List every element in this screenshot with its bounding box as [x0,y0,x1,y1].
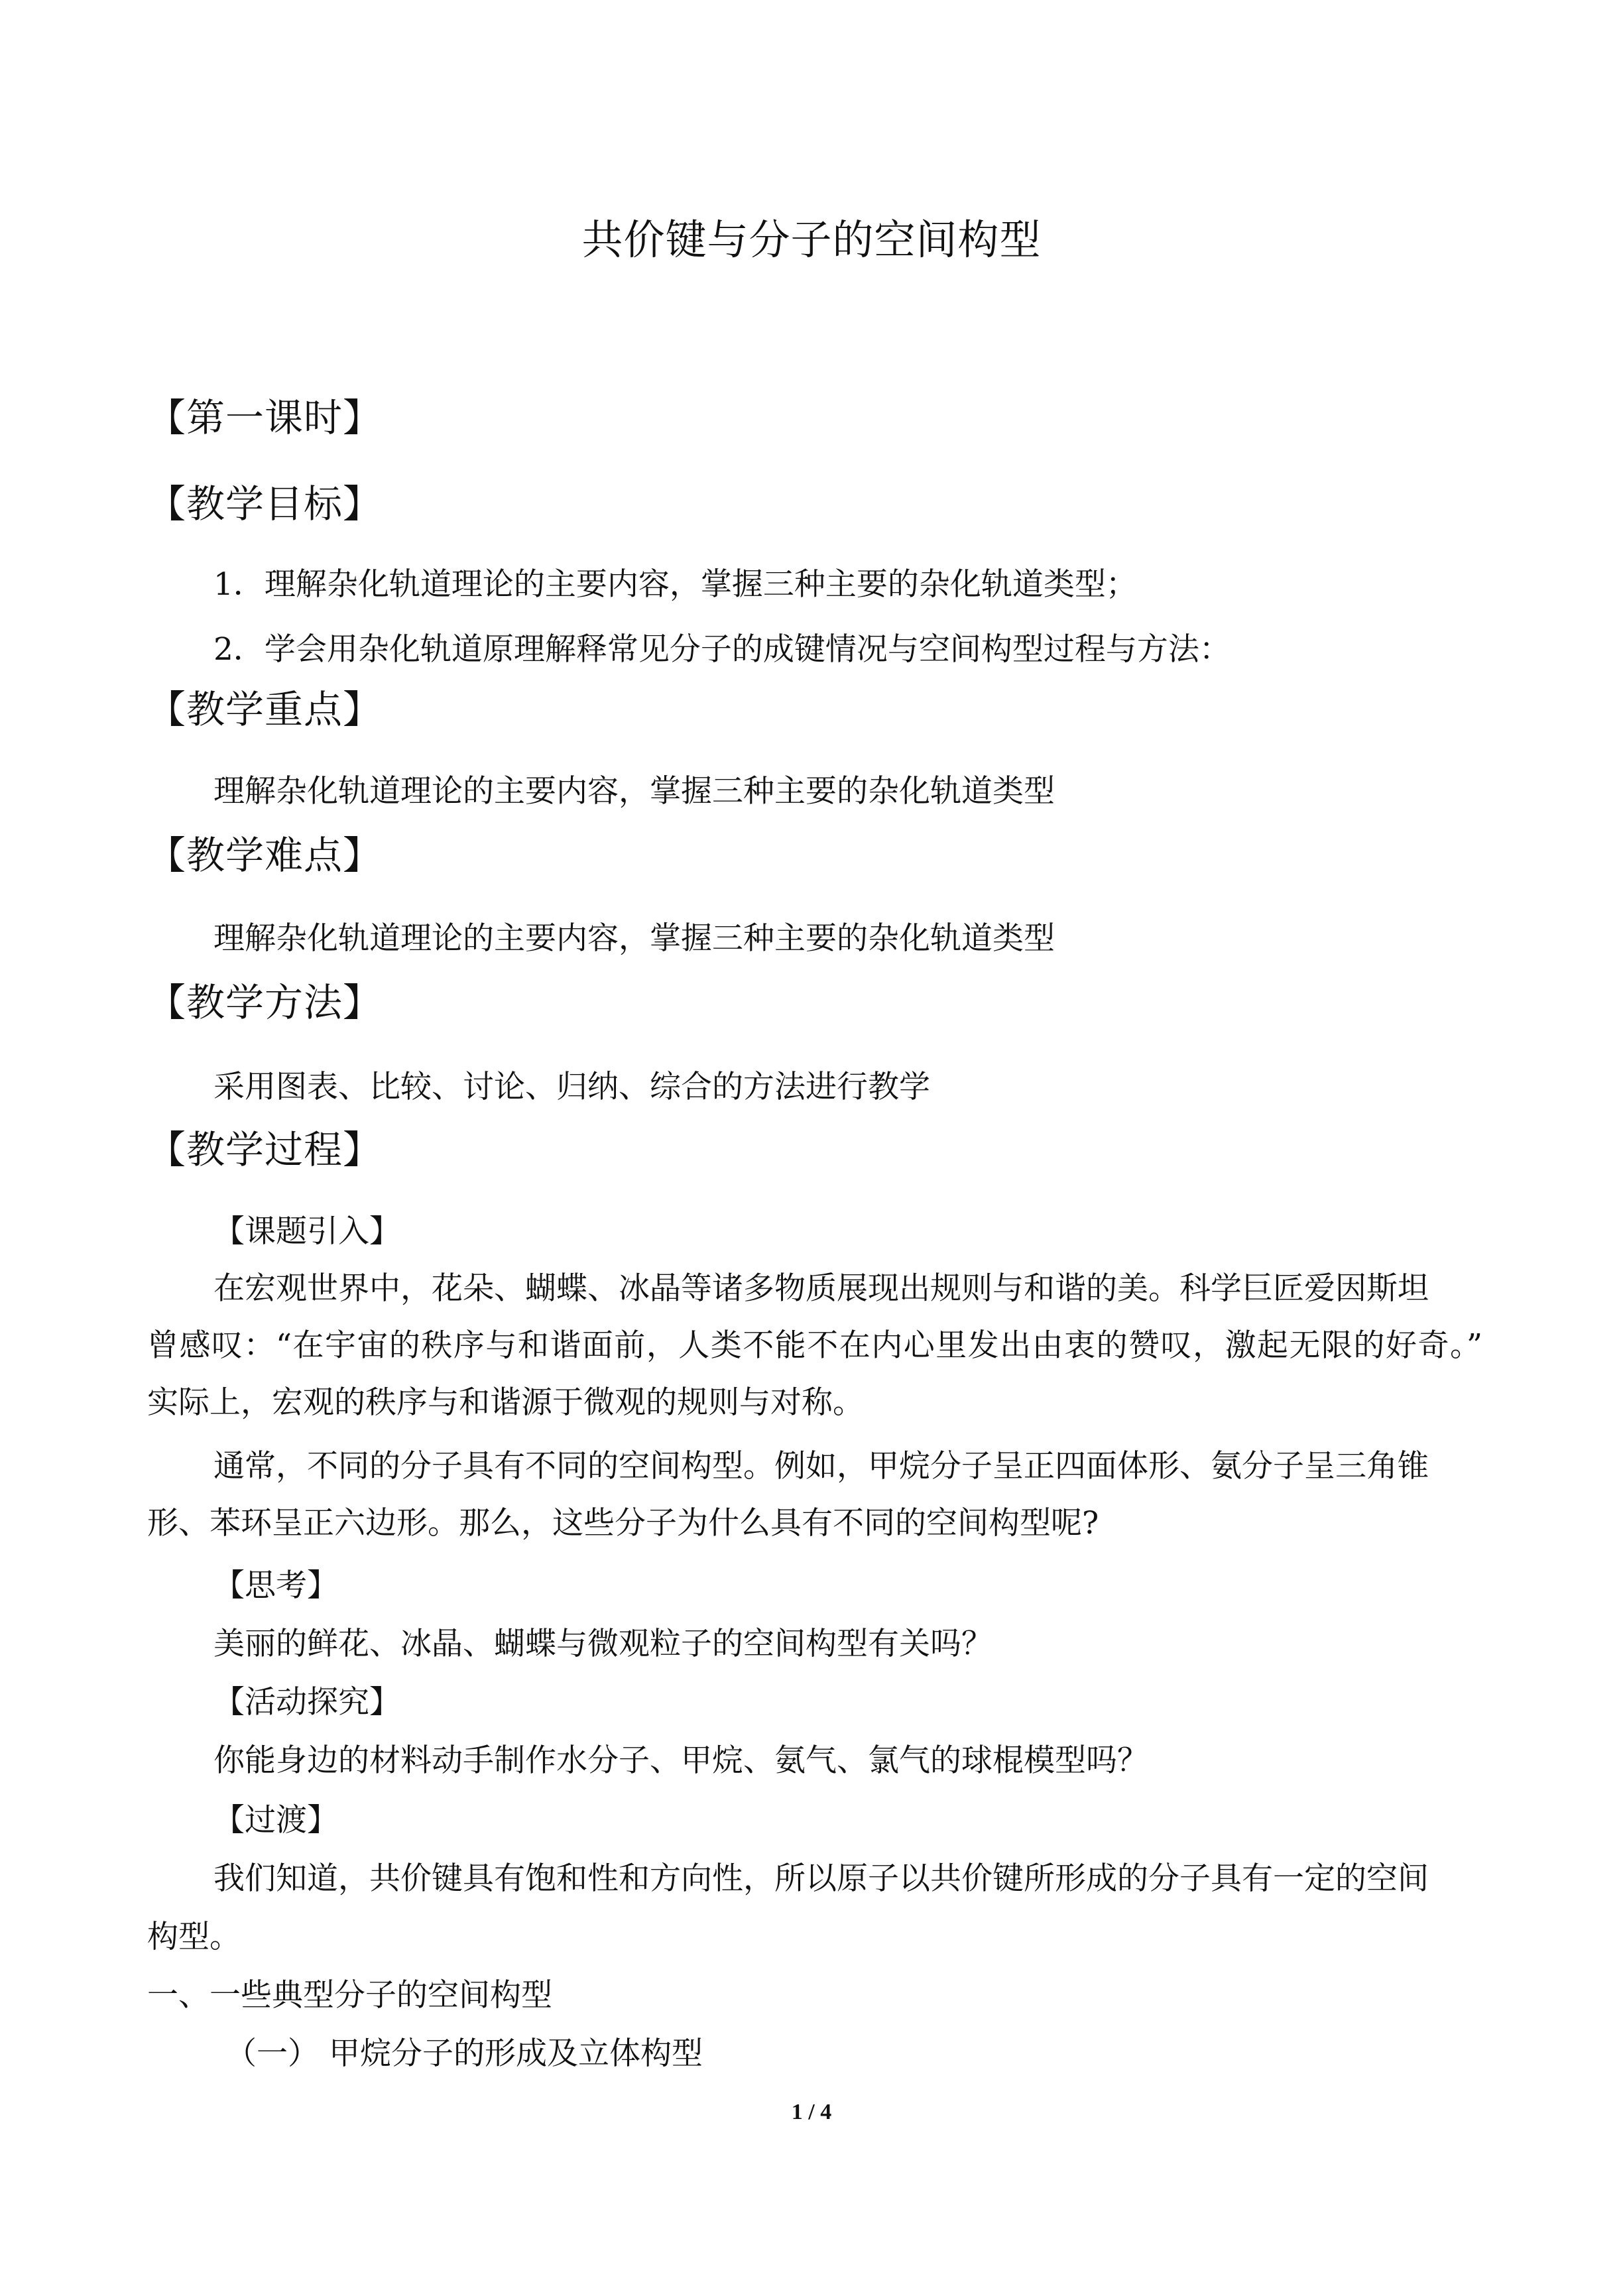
intro-paragraph-1-line-1: 在宏观世界中，花朵、蝴蝶、冰晶等诸多物质展现出规则与和谐的美。科学巨匠爱因斯坦 [213,1270,1429,1307]
key-points-text: 理解杂化轨道理论的主要内容，掌握三种主要的杂化轨道类型 [213,773,1055,810]
intro-paragraph-2-line-1: 通常，不同的分子具有不同的空间构型。例如，甲烷分子呈正四面体形、氨分子呈三角锥 [213,1448,1429,1484]
think-label: 【思考】 [213,1567,338,1604]
heading-methods: 【教学方法】 [147,980,383,1025]
objective-item-1: 1．理解杂化轨道理论的主要内容，掌握三种主要的杂化轨道类型； [213,566,1137,603]
objective-item-2: 2．学会用杂化轨道原理解释常见分子的成键情况与空间构型过程与方法： [213,631,1231,668]
think-text: 美丽的鲜花、冰晶、蝴蝶与微观粒子的空间构型有关吗？ [213,1626,992,1662]
difficulties-text: 理解杂化轨道理论的主要内容，掌握三种主要的杂化轨道类型 [213,920,1055,957]
page-number: 1 / 4 [791,2100,832,2124]
heading-objectives: 【教学目标】 [147,481,383,526]
subsection-heading-1: （一） 甲烷分子的形成及立体构型 [225,2035,703,2072]
transition-label: 【过渡】 [213,1802,338,1839]
activity-text: 你能身边的材料动手制作水分子、甲烷、氨气、氯气的球棍模型吗？ [213,1742,1148,1779]
transition-line-1: 我们知道，共价键具有饱和性和方向性，所以原子以共价键所形成的分子具有一定的空间 [213,1860,1429,1897]
intro-paragraph-2-line-2: 形、苯环呈正六边形。那么，这些分子为什么具有不同的空间构型呢? [147,1505,1099,1541]
heading-key-points: 【教学重点】 [147,687,383,732]
intro-label: 【课题引入】 [213,1213,400,1250]
intro-paragraph-1-line-3: 实际上，宏观的秩序与和谐源于微观的规则与对称。 [147,1384,864,1421]
activity-label: 【活动探究】 [213,1684,400,1721]
heading-period: 【第一课时】 [147,395,383,440]
methods-text: 采用图表、比较、讨论、归纳、综合的方法进行教学 [213,1069,930,1105]
section-heading-1: 一、一些典型分子的空间构型 [147,1977,552,2014]
intro-paragraph-1-line-2: 曾感叹：“在宇宙的秩序与和谐面前，人类不能不在内心里发出由衷的赞叹，激起无限的好奇。” [147,1327,1482,1364]
heading-difficulties: 【教学难点】 [147,833,383,878]
transition-line-2: 构型。 [147,1919,241,1955]
heading-process: 【教学过程】 [147,1127,383,1172]
document-title: 共价键与分子的空间构型 [581,215,1042,264]
